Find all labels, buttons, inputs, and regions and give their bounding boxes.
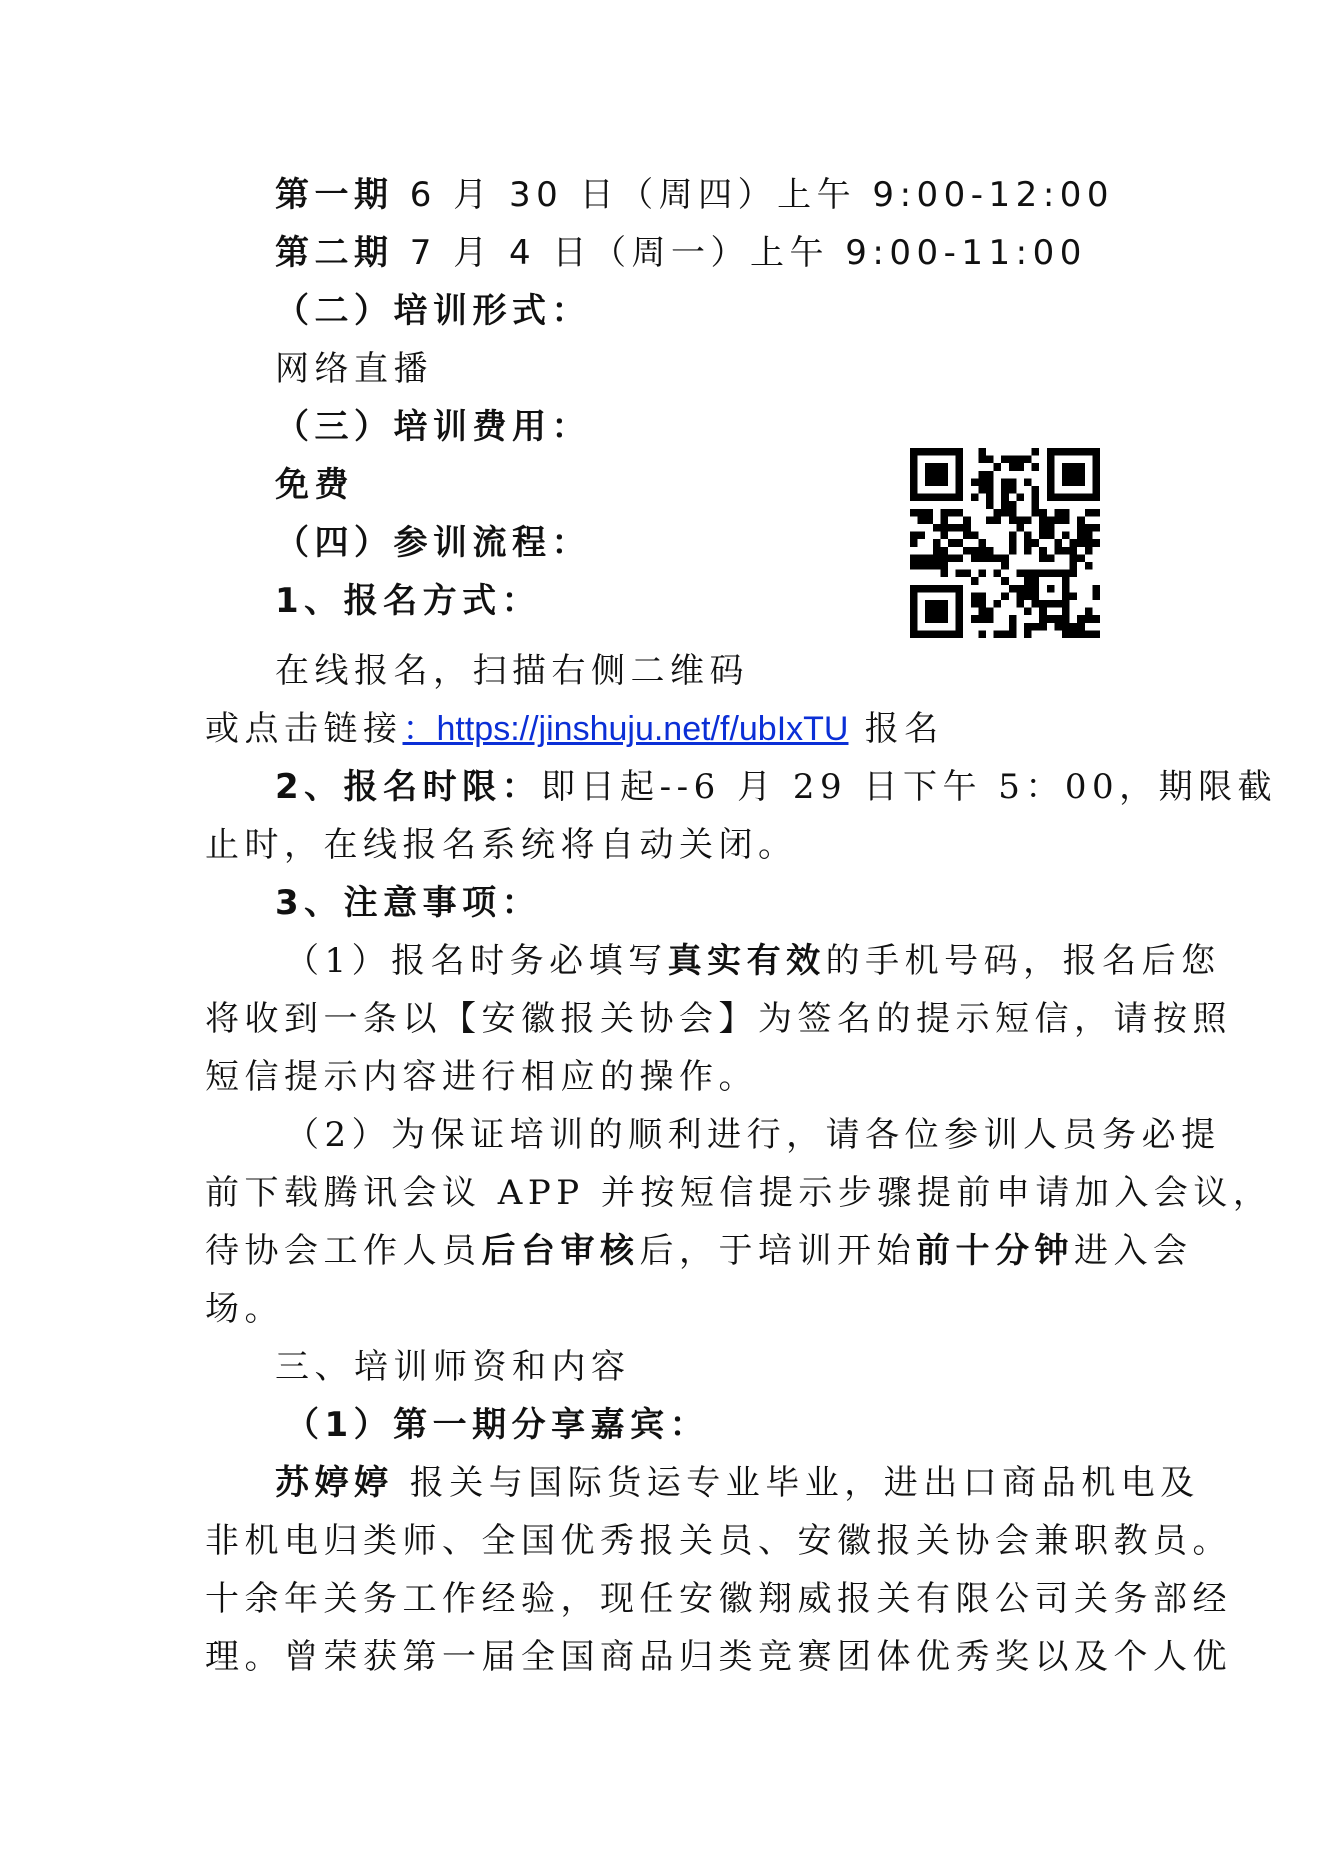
format-value: 网络直播 <box>275 349 433 389</box>
process-heading: （四）参训流程： <box>275 523 591 563</box>
period-1-time: 6 月 30 日（周四）上午 9:00-12:00 <box>393 175 1115 215</box>
signup-link-prefix: 或点击链接 <box>205 709 403 749</box>
fee-value: 免费 <box>275 465 354 505</box>
note-2-emphasis-1: 后台审核 <box>481 1231 640 1271</box>
qr-code-icon[interactable] <box>910 448 1100 638</box>
note-2-line-2: 前下载腾讯会议 APP 并按短信提示步骤提前申请加入会议， <box>205 1173 1273 1213</box>
signup-heading: 1、报名方式： <box>275 581 542 621</box>
deadline-line-2: 止时，在线报名系统将自动关闭。 <box>205 825 798 865</box>
deadline-heading: 2、报名时限： <box>275 767 542 807</box>
fee-heading: （三）培训费用： <box>275 407 591 447</box>
section-3-sub-1: （1）第一期分享嘉宾： <box>285 1405 710 1445</box>
speaker-name: 苏婷婷 <box>275 1463 394 1503</box>
section-3-heading: 三、培训师资和内容 <box>275 1347 631 1387</box>
period-2-label: 第二期 <box>275 233 394 273</box>
note-1-a: （1）报名时务必填写 <box>285 941 668 981</box>
speaker-bio-1: 报关与国际货运专业毕业，进出口商品机电及 <box>393 1463 1200 1503</box>
speaker-bio-line-4: 理。曾荣获第一届全国商品归类竞赛团体优秀奖以及个人优 <box>205 1637 1232 1677</box>
note-2-line-1: （2）为保证培训的顺利进行，请各位参训人员务必提 <box>285 1115 1221 1155</box>
notes-heading: 3、注意事项： <box>275 883 542 923</box>
speaker-bio-line-3: 十余年关务工作经验，现任安徽翔威报关有限公司关务部经 <box>205 1579 1232 1619</box>
note-1-c: 的手机号码，报名后您 <box>825 941 1221 981</box>
signup-link[interactable]: ：https://jinshuju.net/f/ubIxTU <box>402 710 849 748</box>
note-1-line-3: 短信提示内容进行相应的操作。 <box>205 1057 758 1097</box>
schedule-period-2 <box>275 233 1130 273</box>
signup-line-2 <box>205 709 1130 749</box>
note-2-c: 后，于培训开始 <box>639 1231 916 1271</box>
note-2-line-4: 场。 <box>205 1289 284 1329</box>
schedule-period-1 <box>275 175 1130 215</box>
speaker-bio-line-2: 非机电归类师、全国优秀报关员、安徽报关协会兼职教员。 <box>205 1521 1232 1561</box>
note-1-line-1 <box>285 941 1221 981</box>
signup-link-suffix: 报名 <box>848 709 944 749</box>
signup-line-1: 在线报名，扫描右侧二维码 <box>275 651 749 691</box>
note-1-emphasis: 真实有效 <box>667 941 826 981</box>
note-2-emphasis-2: 前十分钟 <box>916 1231 1074 1271</box>
note-2-line-3 <box>205 1231 1193 1271</box>
speaker-bio-line-1 <box>275 1463 1200 1503</box>
period-1-label: 第一期 <box>275 175 394 215</box>
note-1-line-2: 将收到一条以【安徽报关协会】为签名的提示短信，请按照 <box>205 999 1232 1039</box>
note-2-e: 进入会 <box>1074 1231 1193 1271</box>
period-2-time: 7 月 4 日（周一）上午 9:00-11:00 <box>393 233 1087 273</box>
deadline-text-1: 即日起--6 月 29 日下午 5：00，期限截 <box>541 767 1278 807</box>
note-2-a: 待协会工作人员 <box>205 1231 482 1271</box>
deadline-line-1 <box>275 767 1278 807</box>
format-heading: （二）培训形式： <box>275 291 591 331</box>
